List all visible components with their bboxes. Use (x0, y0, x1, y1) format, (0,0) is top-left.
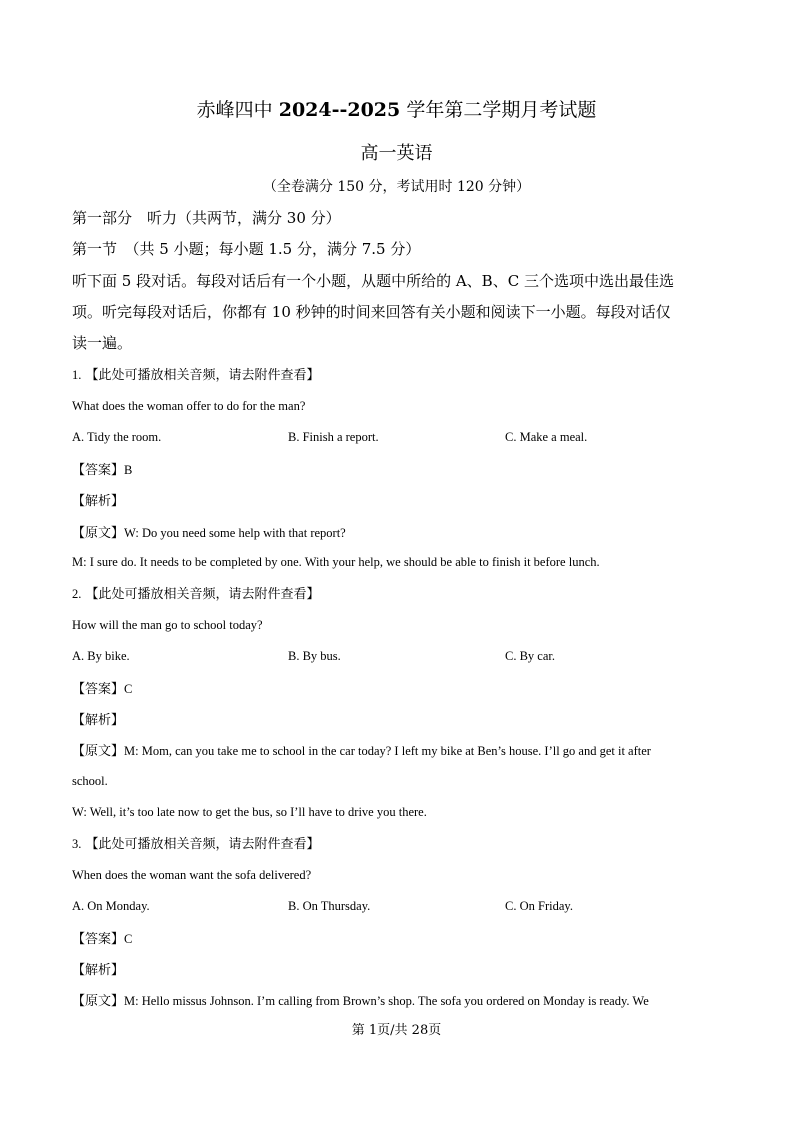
question-2-option-b: B. By bus. (288, 649, 341, 663)
question-3-text: When does the woman want the sofa delivered? (72, 868, 312, 882)
section-heading: 第一节 （共 5 小题；每小题 1.5 分，满分 7.5 分） (72, 240, 421, 258)
transcript-text: M: Hello missus Johnson. I’m calling from Brown’s shop. The sofa you ordered on Monday is ready. We (124, 994, 649, 1008)
original-label: 【原文】 (72, 994, 125, 1009)
answer-value: B (124, 463, 133, 477)
exam-title (0, 97, 793, 123)
instructions-line-3: 读一遍。 (72, 334, 133, 352)
question-1-answer (72, 459, 132, 479)
audio-placeholder-link[interactable]: 【此处可播放相关音频，请去附件查看】 (85, 837, 320, 852)
question-1-option-a: A. Tidy the room. (72, 430, 162, 444)
transcript-text: W: Do you need some help with that report? (124, 526, 346, 540)
exam-note: （全卷满分 150 分，考试用时 120 分钟） (262, 179, 531, 195)
title-term: 学年第二学期月考试题 (406, 99, 597, 121)
question-2-transcript-2: school. (72, 774, 108, 788)
answer-label: 【答案】 (72, 682, 125, 697)
answer-value: C (124, 682, 133, 696)
question-number: 1. (72, 368, 82, 382)
question-3-answer (72, 928, 132, 948)
question-1-transcript-1 (72, 522, 346, 542)
page-footer: 第 1页/共 28页 (351, 1023, 442, 1038)
question-2-transcript-3: W: Well, it’s too late now to get the bus, so I’ll have to drive you there. (72, 805, 427, 819)
question-1-transcript-2: M: I sure do. It needs to be completed by one. With your help, we should be able to finish it before lunch. (72, 555, 600, 569)
instructions-line-1: 听下面 5 段对话。每段对话后有一个小题，从题中所给的 A、B、C 三个选项中选出最佳选 (72, 272, 674, 290)
answer-value: C (124, 932, 133, 946)
question-2-analysis: 【解析】 (72, 713, 125, 728)
question-2-option-c: C. By car. (505, 649, 555, 663)
audio-placeholder-link[interactable]: 【此处可播放相关音频，请去附件查看】 (85, 368, 320, 383)
question-3-option-b: B. On Thursday. (288, 899, 371, 913)
answer-label: 【答案】 (72, 463, 125, 478)
question-3-option-a: A. On Monday. (72, 899, 150, 913)
question-1-header (72, 366, 320, 385)
part-heading: 第一部分 听力（共两节，满分 30 分） (72, 209, 341, 227)
exam-subtitle: 高一英语 (360, 143, 433, 164)
title-school: 赤峰四中 (196, 99, 273, 121)
title-years: 2024--2025 (278, 99, 401, 121)
answer-label: 【答案】 (72, 932, 125, 947)
question-3-transcript-1 (72, 990, 649, 1010)
question-3-analysis: 【解析】 (72, 963, 125, 978)
original-label: 【原文】 (72, 526, 125, 541)
question-2-option-a: A. By bike. (72, 649, 130, 663)
question-1-text: What does the woman offer to do for the man? (72, 399, 306, 413)
question-number: 2. (72, 587, 82, 601)
question-2-transcript-1 (72, 740, 651, 760)
transcript-text: M: Mom, can you take me to school in the car today? I left my bike at Ben’s house. I’ll go and get it after (124, 744, 651, 758)
question-1-option-c: C. Make a meal. (505, 430, 588, 444)
question-2-header (72, 585, 320, 604)
question-2-text: How will the man go to school today? (72, 618, 263, 632)
question-number: 3. (72, 837, 82, 851)
question-1-option-b: B. Finish a report. (288, 430, 379, 444)
question-3-header (72, 835, 320, 854)
question-2-answer (72, 678, 132, 698)
question-3-option-c: C. On Friday. (505, 899, 573, 913)
audio-placeholder-link[interactable]: 【此处可播放相关音频，请去附件查看】 (85, 587, 320, 602)
question-1-analysis: 【解析】 (72, 494, 125, 509)
original-label: 【原文】 (72, 744, 125, 759)
instructions-line-2: 项。听完每段对话后，你都有 10 秒钟的时间来回答有关小题和阅读下一小题。每段对话仅 (72, 303, 671, 321)
